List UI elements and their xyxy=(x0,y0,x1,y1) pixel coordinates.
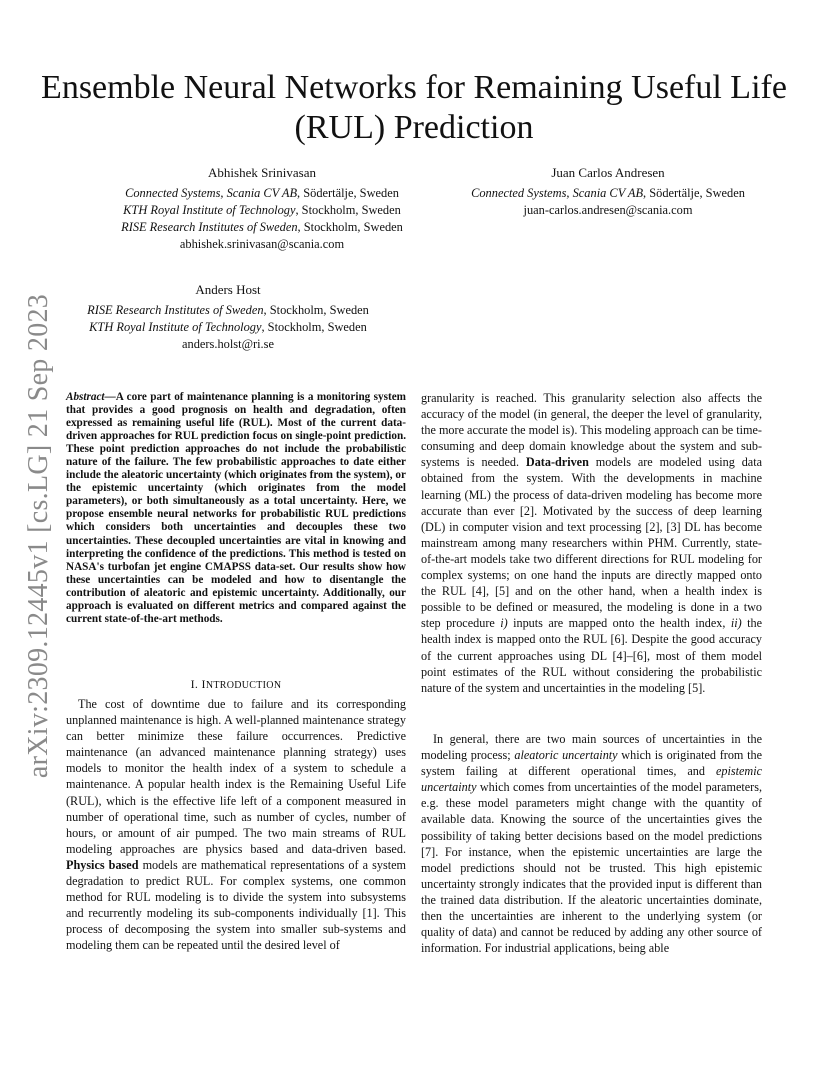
citation-link[interactable]: [5] xyxy=(688,680,703,695)
abstract xyxy=(66,391,406,626)
citation-link[interactable]: [2] xyxy=(519,503,535,518)
paragraph-text: , most of them model point estimates of the RUL without considering the probabilistic nature of the system and uncertainties in the modeling xyxy=(421,648,762,695)
paragraph-text: which comes from uncertainties of the model parameters, e.g. these model parameters might change with the quantity of available data. Knowing the source of the uncertainties gives the possibility of taking better decisions based on the model predictions xyxy=(421,780,762,843)
italic-term: epistemic uncertainty xyxy=(421,764,762,795)
affiliation-location: , Stockholm, Sweden xyxy=(263,303,369,317)
paragraph-text: the health index is mapped onto the RUL xyxy=(421,616,762,647)
citation-link[interactable]: [5] xyxy=(494,584,510,599)
italic-term: ii) xyxy=(730,616,742,631)
paragraph-text: , xyxy=(659,519,667,534)
affiliation-location: , Stockholm, Sweden xyxy=(297,220,403,234)
author-affiliation xyxy=(438,185,778,202)
affiliation-org: RISE Research Institutes of Sweden xyxy=(87,303,264,317)
citation-link[interactable]: [3] xyxy=(666,519,681,534)
section-title-rest: NTRODUCTION xyxy=(205,680,282,691)
author-name: Anders Host xyxy=(195,282,261,297)
citation-link[interactable]: [4] xyxy=(612,648,627,663)
italic-term: i) xyxy=(500,616,508,631)
section-title-initial: I xyxy=(201,677,206,691)
author-affiliation xyxy=(92,185,432,202)
abstract-text: —A core part of maintenance planning is a monitoring system that provides a good prognosis on health and degradation, often expressed as remaining useful life (RUL). Most of the current data-driven approaches for RUL prediction focus on single-point prediction. These point prediction approaches do not include the probabilistic nature of the failure. The few probabilistic approaches to date either include the aleatoric uncertainty (which originates from the system), or the epistemic uncertainty (which originates from the model parameters), or both simultaneously as a total uncertainty. Here, we propose ensemble neural networks for probabilistic RUL predictions which considers both uncertainties and decouples these two uncertainties. These decoupled uncertainties are vital in knowing and interpreting the confidence of the predictions. This method is tested on NASA's turbofan jet engine CMAPSS data-set. Our results show how these uncertainties can be modeled and how to disentangle the contribution of aleatoric and epistemic uncertainty. Additionally, our approach is evaluated on different metrics and compared against the current state-of-the-art methods. xyxy=(66,391,406,625)
paragraph-text: . xyxy=(702,680,706,695)
affiliation-org: Connected Systems, Scania CV AB xyxy=(471,186,644,200)
paragraph-text: DL has become mainstream among many researchers within PHM. Currently, state-of-the-art models take two different directions for RUL modeling for complex systems; on one hand the inputs are directly mapped onto the RUL xyxy=(421,519,762,599)
paragraph-text: – xyxy=(626,648,633,663)
citation-link[interactable]: [4] xyxy=(471,584,486,599)
author-block-andresen xyxy=(438,164,778,219)
paragraph-text: models are modeled using data obtained from the system. With the developments in machine learning (ML) the process of data-driven modeling has become more accurate than ever xyxy=(421,455,762,518)
affiliation-org: KTH Royal Institute of Technology xyxy=(123,203,296,217)
author-block-srinivasan xyxy=(92,164,432,253)
affiliation-org: Connected Systems, Scania CV AB xyxy=(125,186,298,200)
author-email[interactable]: juan-carlos.andresen@scania.com xyxy=(523,203,693,217)
paragraph-text: granularity is reached. This granularity selection also affects the accuracy of the model (in general, the deeper the level of granularity, the more accurate the model is). This modeling approach can be time-consuming and deep domain knowledge about the system and sub-systems is needed. xyxy=(421,391,762,470)
affiliation-org: RISE Research Institutes of Sweden xyxy=(121,220,298,234)
citation-link[interactable]: [7] xyxy=(421,844,436,859)
author-block-host xyxy=(58,281,398,353)
paragraph-text: inputs are mapped onto the health index, xyxy=(507,616,731,631)
intro-paragraph-3 xyxy=(421,731,762,956)
paragraph-text: . This process of decomposing the system into smaller sub-systems and modeling them can be repeated until the desired level of xyxy=(66,906,406,953)
affiliation-location: , Södertälje, Sweden xyxy=(643,186,745,200)
affiliation-location: , Stockholm, Sweden xyxy=(295,203,401,217)
author-affiliation xyxy=(58,302,398,319)
affiliation-org: KTH Royal Institute of Technology xyxy=(89,320,262,334)
paragraph-text: , xyxy=(485,584,495,599)
citation-link[interactable]: [6] xyxy=(632,648,647,663)
section-number: I. xyxy=(190,677,202,691)
author-affiliation xyxy=(92,219,432,236)
bold-term: Physics based xyxy=(66,857,139,872)
paragraph-text: which is originated from the system failing at different operational times, and xyxy=(421,748,762,779)
citation-link[interactable]: [6] xyxy=(610,632,625,647)
author-name: Juan Carlos Andresen xyxy=(551,165,665,180)
affiliation-location: , Södertälje, Sweden xyxy=(297,186,399,200)
intro-paragraph-1 xyxy=(66,696,406,954)
intro-paragraph-2 xyxy=(421,390,762,696)
author-email[interactable]: anders.holst@ri.se xyxy=(182,337,274,351)
paragraph-text: The cost of downtime due to failure and its corresponding unplanned maintenance is high. A well-planned maintenance strategy can better minimize these failure occurrences. Predictive maintenance (an advanced maintenance planning strategy) uses models to monitor the health index of a system to schedule a maintenance. A popular health index is the Remaining Useful Life (RUL), which is the effective life left of a component measured in number of operational time, such as number of cycles, number of hours, or amount of air pumped. The two main streams of RUL modeling approaches are physics based and data-driven based. xyxy=(66,697,406,856)
paragraph-text: In general, there are two main sources of uncertainties in the modeling process; xyxy=(421,732,762,763)
affiliation-location: , Stockholm, Sweden xyxy=(261,320,367,334)
bold-term: Data-driven xyxy=(525,455,589,470)
author-name: Abhishek Srinivasan xyxy=(208,165,316,180)
paper-title: Ensemble Neural Networks for Remaining Useful Life (RUL) Prediction xyxy=(41,69,787,146)
author-affiliation xyxy=(58,319,398,336)
section-heading-introduction xyxy=(66,677,406,692)
paragraph-text: models are mathematical representations of a system degradation to predict RUL. For complex systems, one common method for RUL modeling is to divide the system into subsystems and recurrently modeling its sub-components individually xyxy=(66,857,406,921)
citation-link[interactable]: [1] xyxy=(362,906,377,921)
author-email[interactable]: abhishek.srinivasan@scania.com xyxy=(179,237,345,251)
paragraph-text: . Despite the good accuracy of the current approaches using DL xyxy=(421,632,762,663)
paragraph-text: . Motivated by the success of deep learning (DL) in computer vision and text processing xyxy=(421,503,762,534)
italic-term: aleatoric uncertainty xyxy=(514,748,618,763)
abstract-label: Abstract xyxy=(66,391,105,403)
paragraph-text: and on the other hand, when a health index is possible to be defined or measured, the modeling is done in a two step procedure xyxy=(421,584,763,631)
arxiv-identifier: arXiv:2309.12445v1 [cs.LG] 21 Sep 2023 xyxy=(23,293,54,779)
author-affiliation xyxy=(92,202,432,219)
citation-link[interactable]: [2] xyxy=(645,519,660,534)
paragraph-text: . For instance, when the epistemic uncertainties are large the model predictions should not be trusted. This high epistemic uncertainty strongly indicates that the provided input is different than the trained data distribution. If the aleatoric uncertainties dominate, then the uncertainties are inherent to the underlying system (or quality of data) and cannot be reduced by adding any other source of information. For industrial applications, being able xyxy=(421,844,762,956)
